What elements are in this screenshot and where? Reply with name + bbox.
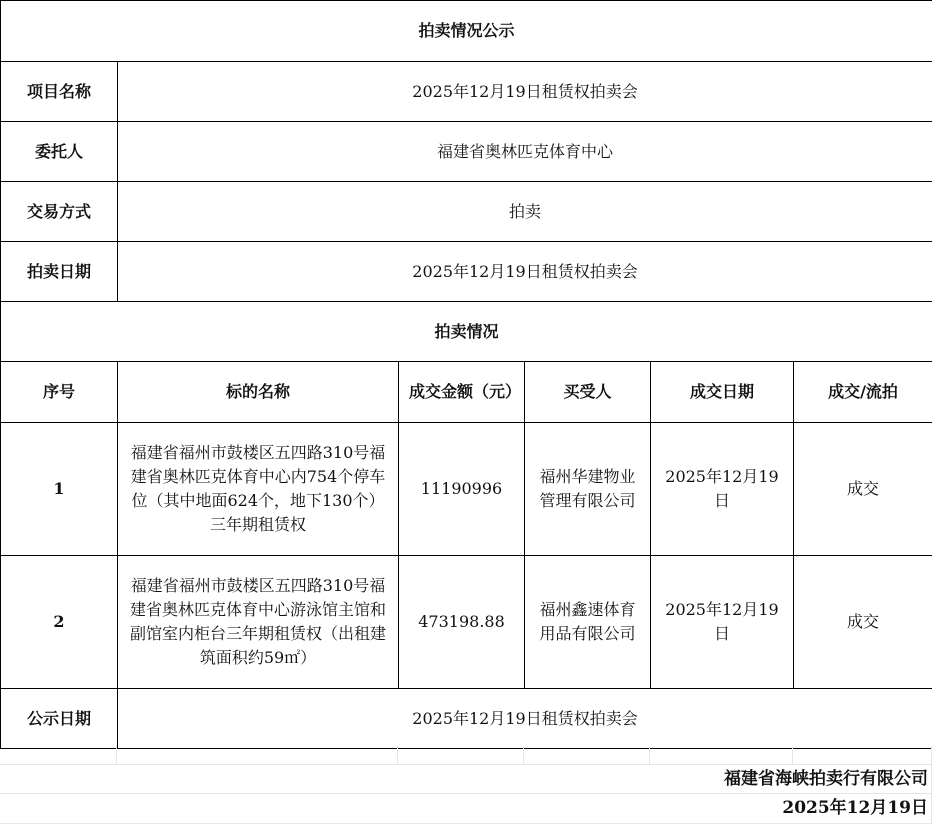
row-amount: 473198.88 — [399, 556, 525, 689]
grid-line — [116, 746, 117, 764]
grid-line — [397, 746, 398, 764]
grid-line — [649, 746, 650, 764]
project-name-value: 2025年12月19日租赁权拍卖会 — [118, 62, 932, 122]
page-title: 拍卖情况公示 — [1, 1, 932, 62]
info-row-client — [1, 122, 932, 182]
table-row — [1, 556, 932, 689]
row-buyer: 福州华建物业管理有限公司 — [525, 423, 651, 556]
row-name: 福建省福州市鼓楼区五四路310号福建省奥林匹克体育中心游泳馆主馆和副馆室内柜台三年期租赁权（出租建筑面积约59㎡） — [118, 556, 399, 689]
method-label: 交易方式 — [1, 182, 118, 242]
notice-date-label: 公示日期 — [1, 689, 118, 749]
col-header-status: 成交/流拍 — [794, 362, 932, 423]
notice-date-value: 2025年12月19日租赁权拍卖会 — [118, 689, 932, 749]
col-header-name: 标的名称 — [118, 362, 399, 423]
section-title: 拍卖情况 — [1, 302, 932, 362]
grid-line — [792, 746, 793, 764]
header-row — [1, 362, 932, 423]
grid-line — [523, 746, 524, 764]
table-row — [1, 423, 932, 556]
footer-company: 福建省海峡拍卖行有限公司 — [724, 769, 928, 789]
row-no: 2 — [1, 556, 118, 689]
row-buyer: 福州鑫速体育用品有限公司 — [525, 556, 651, 689]
auction-date-label: 拍卖日期 — [1, 242, 118, 302]
footer-grid — [0, 746, 932, 824]
project-name-label: 项目名称 — [1, 62, 118, 122]
client-value: 福建省奥林匹克体育中心 — [118, 122, 932, 182]
row-date: 2025年12月19日 — [651, 423, 794, 556]
info-row-method — [1, 182, 932, 242]
footer-date: 2025年12月19日 — [782, 798, 928, 818]
col-header-date: 成交日期 — [651, 362, 794, 423]
row-no: 1 — [1, 423, 118, 556]
row-amount: 11190996 — [399, 423, 525, 556]
notice-row — [1, 689, 932, 749]
col-header-buyer: 买受人 — [525, 362, 651, 423]
row-name: 福建省福州市鼓楼区五四路310号福建省奥林匹克体育中心内754个停车位（其中地面624个，地下130个）三年期租赁权 — [118, 423, 399, 556]
row-status: 成交 — [794, 556, 932, 689]
info-row-project — [1, 62, 932, 122]
info-row-auction-date — [1, 242, 932, 302]
auction-date-value: 2025年12月19日租赁权拍卖会 — [118, 242, 932, 302]
method-value: 拍卖 — [118, 182, 932, 242]
col-header-amount: 成交金额（元） — [399, 362, 525, 423]
col-header-no: 序号 — [1, 362, 118, 423]
row-date: 2025年12月19日 — [651, 556, 794, 689]
row-status: 成交 — [794, 423, 932, 556]
client-label: 委托人 — [1, 122, 118, 182]
